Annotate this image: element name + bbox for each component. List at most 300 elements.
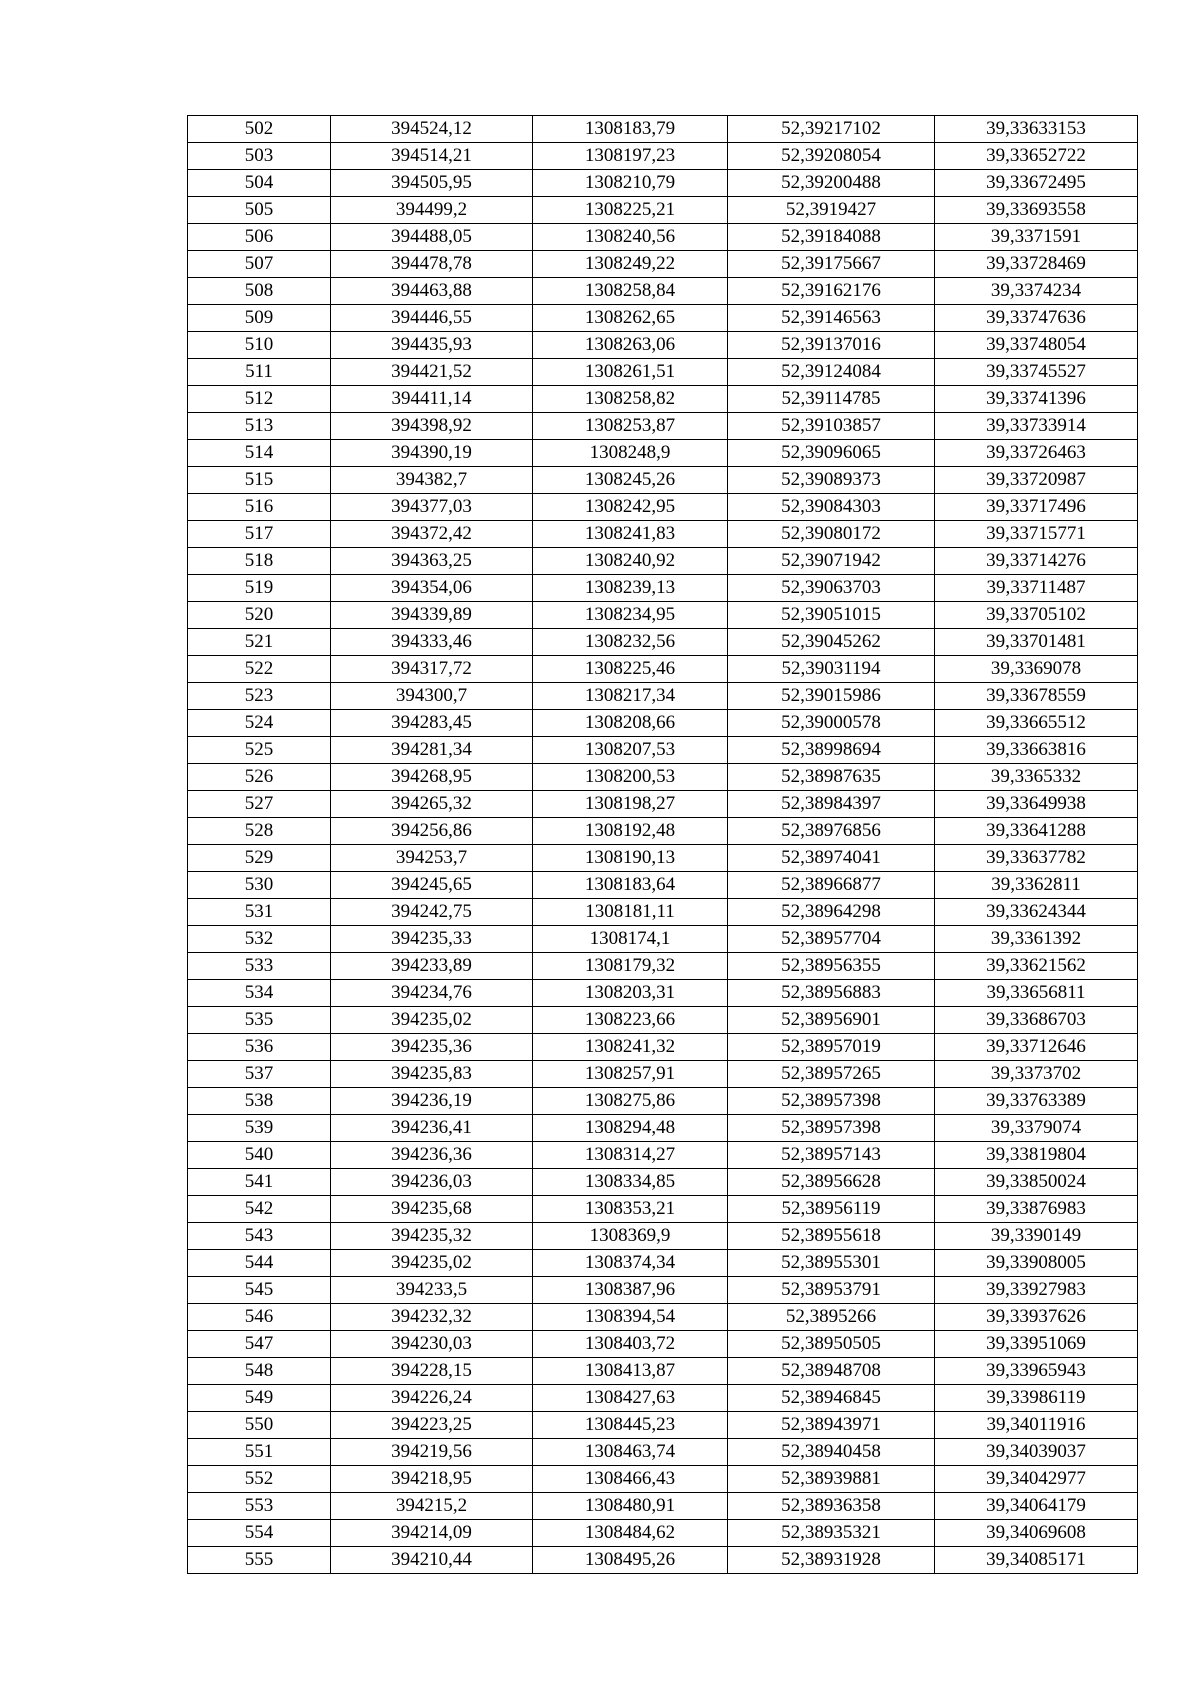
latitude-cell: 52,39051015 [728, 602, 935, 629]
point-number-cell: 525 [188, 737, 331, 764]
x-coordinate-cell: 394226,24 [331, 1385, 533, 1412]
x-coordinate-cell: 394236,03 [331, 1169, 533, 1196]
y-coordinate-cell: 1308242,95 [533, 494, 728, 521]
y-coordinate-cell: 1308261,51 [533, 359, 728, 386]
point-number-cell: 545 [188, 1277, 331, 1304]
y-coordinate-cell: 1308258,82 [533, 386, 728, 413]
latitude-cell: 52,39045262 [728, 629, 935, 656]
table-row [188, 710, 1138, 737]
y-coordinate-cell: 1308183,64 [533, 872, 728, 899]
x-coordinate-cell: 394230,03 [331, 1331, 533, 1358]
longitude-cell: 39,33908005 [935, 1250, 1138, 1277]
longitude-cell: 39,33665512 [935, 710, 1138, 737]
x-coordinate-cell: 394505,95 [331, 170, 533, 197]
latitude-cell: 52,39184088 [728, 224, 935, 251]
table-row [188, 1196, 1138, 1223]
longitude-cell: 39,33678559 [935, 683, 1138, 710]
latitude-cell: 52,39096065 [728, 440, 935, 467]
x-coordinate-cell: 394435,93 [331, 332, 533, 359]
latitude-cell: 52,39208054 [728, 143, 935, 170]
latitude-cell: 52,39175667 [728, 251, 935, 278]
y-coordinate-cell: 1308314,27 [533, 1142, 728, 1169]
latitude-cell: 52,38943971 [728, 1412, 935, 1439]
table-row [188, 1547, 1138, 1574]
latitude-cell: 52,38955618 [728, 1223, 935, 1250]
longitude-cell: 39,33663816 [935, 737, 1138, 764]
longitude-cell: 39,33711487 [935, 575, 1138, 602]
latitude-cell: 52,39071942 [728, 548, 935, 575]
latitude-cell: 52,38976856 [728, 818, 935, 845]
x-coordinate-cell: 394235,33 [331, 926, 533, 953]
y-coordinate-cell: 1308225,46 [533, 656, 728, 683]
table-row [188, 872, 1138, 899]
latitude-cell: 52,39124084 [728, 359, 935, 386]
y-coordinate-cell: 1308210,79 [533, 170, 728, 197]
latitude-cell: 52,38948708 [728, 1358, 935, 1385]
table-row [188, 1115, 1138, 1142]
x-coordinate-cell: 394210,44 [331, 1547, 533, 1574]
point-number-cell: 522 [188, 656, 331, 683]
x-coordinate-cell: 394236,19 [331, 1088, 533, 1115]
table-row [188, 1034, 1138, 1061]
point-number-cell: 546 [188, 1304, 331, 1331]
table-row [188, 1358, 1138, 1385]
point-number-cell: 534 [188, 980, 331, 1007]
longitude-cell: 39,33624344 [935, 899, 1138, 926]
longitude-cell: 39,34085171 [935, 1547, 1138, 1574]
x-coordinate-cell: 394411,14 [331, 386, 533, 413]
point-number-cell: 515 [188, 467, 331, 494]
point-number-cell: 502 [188, 116, 331, 143]
table-row [188, 197, 1138, 224]
y-coordinate-cell: 1308248,9 [533, 440, 728, 467]
table-row [188, 305, 1138, 332]
y-coordinate-cell: 1308253,87 [533, 413, 728, 440]
latitude-cell: 52,38950505 [728, 1331, 935, 1358]
latitude-cell: 52,39103857 [728, 413, 935, 440]
longitude-cell: 39,34069608 [935, 1520, 1138, 1547]
table-row [188, 629, 1138, 656]
latitude-cell: 52,38957143 [728, 1142, 935, 1169]
latitude-cell: 52,38966877 [728, 872, 935, 899]
latitude-cell: 52,38939881 [728, 1466, 935, 1493]
point-number-cell: 519 [188, 575, 331, 602]
point-number-cell: 531 [188, 899, 331, 926]
x-coordinate-cell: 394236,36 [331, 1142, 533, 1169]
latitude-cell: 52,39217102 [728, 116, 935, 143]
longitude-cell: 39,33745527 [935, 359, 1138, 386]
longitude-cell: 39,3369078 [935, 656, 1138, 683]
y-coordinate-cell: 1308232,56 [533, 629, 728, 656]
latitude-cell: 52,38936358 [728, 1493, 935, 1520]
y-coordinate-cell: 1308463,74 [533, 1439, 728, 1466]
longitude-cell: 39,33652722 [935, 143, 1138, 170]
longitude-cell: 39,33693558 [935, 197, 1138, 224]
y-coordinate-cell: 1308445,23 [533, 1412, 728, 1439]
latitude-cell: 52,38956355 [728, 953, 935, 980]
table-row [188, 656, 1138, 683]
x-coordinate-cell: 394377,03 [331, 494, 533, 521]
table-row [188, 1277, 1138, 1304]
x-coordinate-cell: 394333,46 [331, 629, 533, 656]
table-row [188, 899, 1138, 926]
table-row [188, 359, 1138, 386]
table-row [188, 1223, 1138, 1250]
latitude-cell: 52,39114785 [728, 386, 935, 413]
x-coordinate-cell: 394218,95 [331, 1466, 533, 1493]
point-number-cell: 553 [188, 1493, 331, 1520]
latitude-cell: 52,38987635 [728, 764, 935, 791]
point-number-cell: 541 [188, 1169, 331, 1196]
table-row [188, 1466, 1138, 1493]
x-coordinate-cell: 394234,76 [331, 980, 533, 1007]
y-coordinate-cell: 1308258,84 [533, 278, 728, 305]
latitude-cell: 52,38957704 [728, 926, 935, 953]
y-coordinate-cell: 1308334,85 [533, 1169, 728, 1196]
point-number-cell: 552 [188, 1466, 331, 1493]
point-number-cell: 506 [188, 224, 331, 251]
point-number-cell: 548 [188, 1358, 331, 1385]
point-number-cell: 508 [188, 278, 331, 305]
table-row [188, 1061, 1138, 1088]
y-coordinate-cell: 1308223,66 [533, 1007, 728, 1034]
x-coordinate-cell: 394235,02 [331, 1250, 533, 1277]
point-number-cell: 513 [188, 413, 331, 440]
longitude-cell: 39,3361392 [935, 926, 1138, 953]
point-number-cell: 540 [188, 1142, 331, 1169]
point-number-cell: 511 [188, 359, 331, 386]
table-row [188, 926, 1138, 953]
longitude-cell: 39,3373702 [935, 1061, 1138, 1088]
y-coordinate-cell: 1308257,91 [533, 1061, 728, 1088]
y-coordinate-cell: 1308240,56 [533, 224, 728, 251]
longitude-cell: 39,33717496 [935, 494, 1138, 521]
x-coordinate-cell: 394223,25 [331, 1412, 533, 1439]
y-coordinate-cell: 1308239,13 [533, 575, 728, 602]
point-number-cell: 507 [188, 251, 331, 278]
latitude-cell: 52,38964298 [728, 899, 935, 926]
x-coordinate-cell: 394398,92 [331, 413, 533, 440]
x-coordinate-cell: 394446,55 [331, 305, 533, 332]
table-row [188, 1304, 1138, 1331]
longitude-cell: 39,33726463 [935, 440, 1138, 467]
table-row [188, 1385, 1138, 1412]
y-coordinate-cell: 1308240,92 [533, 548, 728, 575]
latitude-cell: 52,38957265 [728, 1061, 935, 1088]
table-row [188, 548, 1138, 575]
point-number-cell: 514 [188, 440, 331, 467]
table-row [188, 818, 1138, 845]
x-coordinate-cell: 394253,7 [331, 845, 533, 872]
y-coordinate-cell: 1308198,27 [533, 791, 728, 818]
point-number-cell: 516 [188, 494, 331, 521]
point-number-cell: 523 [188, 683, 331, 710]
x-coordinate-cell: 394390,19 [331, 440, 533, 467]
point-number-cell: 512 [188, 386, 331, 413]
latitude-cell: 52,39063703 [728, 575, 935, 602]
longitude-cell: 39,33637782 [935, 845, 1138, 872]
longitude-cell: 39,33712646 [935, 1034, 1138, 1061]
x-coordinate-cell: 394233,89 [331, 953, 533, 980]
latitude-cell: 52,38974041 [728, 845, 935, 872]
y-coordinate-cell: 1308174,1 [533, 926, 728, 953]
table-row [188, 332, 1138, 359]
x-coordinate-cell: 394256,86 [331, 818, 533, 845]
y-coordinate-cell: 1308241,32 [533, 1034, 728, 1061]
point-number-cell: 524 [188, 710, 331, 737]
point-number-cell: 550 [188, 1412, 331, 1439]
table-row [188, 1250, 1138, 1277]
point-number-cell: 518 [188, 548, 331, 575]
x-coordinate-cell: 394265,32 [331, 791, 533, 818]
table-row [188, 1493, 1138, 1520]
latitude-cell: 52,38998694 [728, 737, 935, 764]
latitude-cell: 52,38957019 [728, 1034, 935, 1061]
point-number-cell: 533 [188, 953, 331, 980]
longitude-cell: 39,33728469 [935, 251, 1138, 278]
longitude-cell: 39,33747636 [935, 305, 1138, 332]
y-coordinate-cell: 1308249,22 [533, 251, 728, 278]
table-row [188, 791, 1138, 818]
x-coordinate-cell: 394235,68 [331, 1196, 533, 1223]
x-coordinate-cell: 394488,05 [331, 224, 533, 251]
point-number-cell: 539 [188, 1115, 331, 1142]
latitude-cell: 52,38984397 [728, 791, 935, 818]
longitude-cell: 39,33986119 [935, 1385, 1138, 1412]
x-coordinate-cell: 394372,42 [331, 521, 533, 548]
latitude-cell: 52,38956901 [728, 1007, 935, 1034]
table-row [188, 953, 1138, 980]
table-row [188, 1169, 1138, 1196]
point-number-cell: 537 [188, 1061, 331, 1088]
x-coordinate-cell: 394524,12 [331, 116, 533, 143]
x-coordinate-cell: 394478,78 [331, 251, 533, 278]
x-coordinate-cell: 394354,06 [331, 575, 533, 602]
y-coordinate-cell: 1308484,62 [533, 1520, 728, 1547]
x-coordinate-cell: 394232,32 [331, 1304, 533, 1331]
point-number-cell: 509 [188, 305, 331, 332]
y-coordinate-cell: 1308495,26 [533, 1547, 728, 1574]
latitude-cell: 52,3895266 [728, 1304, 935, 1331]
y-coordinate-cell: 1308374,34 [533, 1250, 728, 1277]
y-coordinate-cell: 1308427,63 [533, 1385, 728, 1412]
longitude-cell: 39,33701481 [935, 629, 1138, 656]
table-row [188, 737, 1138, 764]
longitude-cell: 39,3371591 [935, 224, 1138, 251]
table-row [188, 521, 1138, 548]
x-coordinate-cell: 394363,25 [331, 548, 533, 575]
y-coordinate-cell: 1308181,11 [533, 899, 728, 926]
table-row [188, 251, 1138, 278]
table-row [188, 1142, 1138, 1169]
x-coordinate-cell: 394421,52 [331, 359, 533, 386]
point-number-cell: 542 [188, 1196, 331, 1223]
longitude-cell: 39,33641288 [935, 818, 1138, 845]
table-row [188, 413, 1138, 440]
x-coordinate-cell: 394228,15 [331, 1358, 533, 1385]
y-coordinate-cell: 1308217,34 [533, 683, 728, 710]
x-coordinate-cell: 394463,88 [331, 278, 533, 305]
point-number-cell: 528 [188, 818, 331, 845]
longitude-cell: 39,33741396 [935, 386, 1138, 413]
table-row [188, 1520, 1138, 1547]
table-row [188, 170, 1138, 197]
y-coordinate-cell: 1308192,48 [533, 818, 728, 845]
point-number-cell: 526 [188, 764, 331, 791]
point-number-cell: 551 [188, 1439, 331, 1466]
table-row [188, 278, 1138, 305]
latitude-cell: 52,38956119 [728, 1196, 935, 1223]
table-row [188, 467, 1138, 494]
y-coordinate-cell: 1308183,79 [533, 116, 728, 143]
y-coordinate-cell: 1308200,53 [533, 764, 728, 791]
table-row [188, 845, 1138, 872]
x-coordinate-cell: 394281,34 [331, 737, 533, 764]
x-coordinate-cell: 394236,41 [331, 1115, 533, 1142]
y-coordinate-cell: 1308369,9 [533, 1223, 728, 1250]
latitude-cell: 52,39084303 [728, 494, 935, 521]
point-number-cell: 529 [188, 845, 331, 872]
y-coordinate-cell: 1308241,83 [533, 521, 728, 548]
y-coordinate-cell: 1308387,96 [533, 1277, 728, 1304]
point-number-cell: 520 [188, 602, 331, 629]
x-coordinate-cell: 394283,45 [331, 710, 533, 737]
latitude-cell: 52,39162176 [728, 278, 935, 305]
longitude-cell: 39,34011916 [935, 1412, 1138, 1439]
x-coordinate-cell: 394235,32 [331, 1223, 533, 1250]
point-number-cell: 554 [188, 1520, 331, 1547]
longitude-cell: 39,33819804 [935, 1142, 1138, 1169]
y-coordinate-cell: 1308197,23 [533, 143, 728, 170]
longitude-cell: 39,33748054 [935, 332, 1138, 359]
latitude-cell: 52,39000578 [728, 710, 935, 737]
longitude-cell: 39,33715771 [935, 521, 1138, 548]
x-coordinate-cell: 394235,02 [331, 1007, 533, 1034]
x-coordinate-cell: 394235,83 [331, 1061, 533, 1088]
longitude-cell: 39,33965943 [935, 1358, 1138, 1385]
latitude-cell: 52,39146563 [728, 305, 935, 332]
table-row [188, 1007, 1138, 1034]
x-coordinate-cell: 394235,36 [331, 1034, 533, 1061]
longitude-cell: 39,33621562 [935, 953, 1138, 980]
longitude-cell: 39,34042977 [935, 1466, 1138, 1493]
y-coordinate-cell: 1308245,26 [533, 467, 728, 494]
point-number-cell: 504 [188, 170, 331, 197]
x-coordinate-cell: 394215,2 [331, 1493, 533, 1520]
table-body [188, 116, 1138, 1574]
table-row [188, 1331, 1138, 1358]
x-coordinate-cell: 394233,5 [331, 1277, 533, 1304]
longitude-cell: 39,33763389 [935, 1088, 1138, 1115]
y-coordinate-cell: 1308413,87 [533, 1358, 728, 1385]
point-number-cell: 544 [188, 1250, 331, 1277]
longitude-cell: 39,3374234 [935, 278, 1138, 305]
coordinates-table [187, 115, 1138, 1574]
point-number-cell: 538 [188, 1088, 331, 1115]
longitude-cell: 39,33686703 [935, 1007, 1138, 1034]
latitude-cell: 52,38956883 [728, 980, 935, 1007]
table-row [188, 143, 1138, 170]
y-coordinate-cell: 1308179,32 [533, 953, 728, 980]
point-number-cell: 530 [188, 872, 331, 899]
x-coordinate-cell: 394268,95 [331, 764, 533, 791]
longitude-cell: 39,33733914 [935, 413, 1138, 440]
longitude-cell: 39,33876983 [935, 1196, 1138, 1223]
y-coordinate-cell: 1308263,06 [533, 332, 728, 359]
table-row [188, 116, 1138, 143]
table-row [188, 1088, 1138, 1115]
x-coordinate-cell: 394499,2 [331, 197, 533, 224]
point-number-cell: 510 [188, 332, 331, 359]
table-row [188, 602, 1138, 629]
longitude-cell: 39,34064179 [935, 1493, 1138, 1520]
table-row [188, 980, 1138, 1007]
table-row [188, 224, 1138, 251]
longitude-cell: 39,33720987 [935, 467, 1138, 494]
x-coordinate-cell: 394317,72 [331, 656, 533, 683]
x-coordinate-cell: 394214,09 [331, 1520, 533, 1547]
point-number-cell: 549 [188, 1385, 331, 1412]
longitude-cell: 39,33927983 [935, 1277, 1138, 1304]
latitude-cell: 52,38957398 [728, 1115, 935, 1142]
table-row [188, 1439, 1138, 1466]
x-coordinate-cell: 394245,65 [331, 872, 533, 899]
table-row [188, 683, 1138, 710]
y-coordinate-cell: 1308190,13 [533, 845, 728, 872]
point-number-cell: 547 [188, 1331, 331, 1358]
x-coordinate-cell: 394382,7 [331, 467, 533, 494]
latitude-cell: 52,38931928 [728, 1547, 935, 1574]
point-number-cell: 503 [188, 143, 331, 170]
point-number-cell: 535 [188, 1007, 331, 1034]
table-row [188, 440, 1138, 467]
longitude-cell: 39,33633153 [935, 116, 1138, 143]
latitude-cell: 52,39031194 [728, 656, 935, 683]
table-row [188, 386, 1138, 413]
latitude-cell: 52,38940458 [728, 1439, 935, 1466]
x-coordinate-cell: 394219,56 [331, 1439, 533, 1466]
latitude-cell: 52,39015986 [728, 683, 935, 710]
latitude-cell: 52,38946845 [728, 1385, 935, 1412]
longitude-cell: 39,33656811 [935, 980, 1138, 1007]
point-number-cell: 543 [188, 1223, 331, 1250]
longitude-cell: 39,33951069 [935, 1331, 1138, 1358]
point-number-cell: 517 [188, 521, 331, 548]
y-coordinate-cell: 1308294,48 [533, 1115, 728, 1142]
point-number-cell: 536 [188, 1034, 331, 1061]
y-coordinate-cell: 1308480,91 [533, 1493, 728, 1520]
latitude-cell: 52,3919427 [728, 197, 935, 224]
latitude-cell: 52,39200488 [728, 170, 935, 197]
point-number-cell: 555 [188, 1547, 331, 1574]
y-coordinate-cell: 1308208,66 [533, 710, 728, 737]
y-coordinate-cell: 1308225,21 [533, 197, 728, 224]
y-coordinate-cell: 1308203,31 [533, 980, 728, 1007]
y-coordinate-cell: 1308394,54 [533, 1304, 728, 1331]
table-row [188, 494, 1138, 521]
table-row [188, 764, 1138, 791]
point-number-cell: 532 [188, 926, 331, 953]
longitude-cell: 39,3390149 [935, 1223, 1138, 1250]
latitude-cell: 52,38953791 [728, 1277, 935, 1304]
point-number-cell: 505 [188, 197, 331, 224]
longitude-cell: 39,3365332 [935, 764, 1138, 791]
longitude-cell: 39,33937626 [935, 1304, 1138, 1331]
longitude-cell: 39,33705102 [935, 602, 1138, 629]
y-coordinate-cell: 1308403,72 [533, 1331, 728, 1358]
latitude-cell: 52,38955301 [728, 1250, 935, 1277]
y-coordinate-cell: 1308234,95 [533, 602, 728, 629]
